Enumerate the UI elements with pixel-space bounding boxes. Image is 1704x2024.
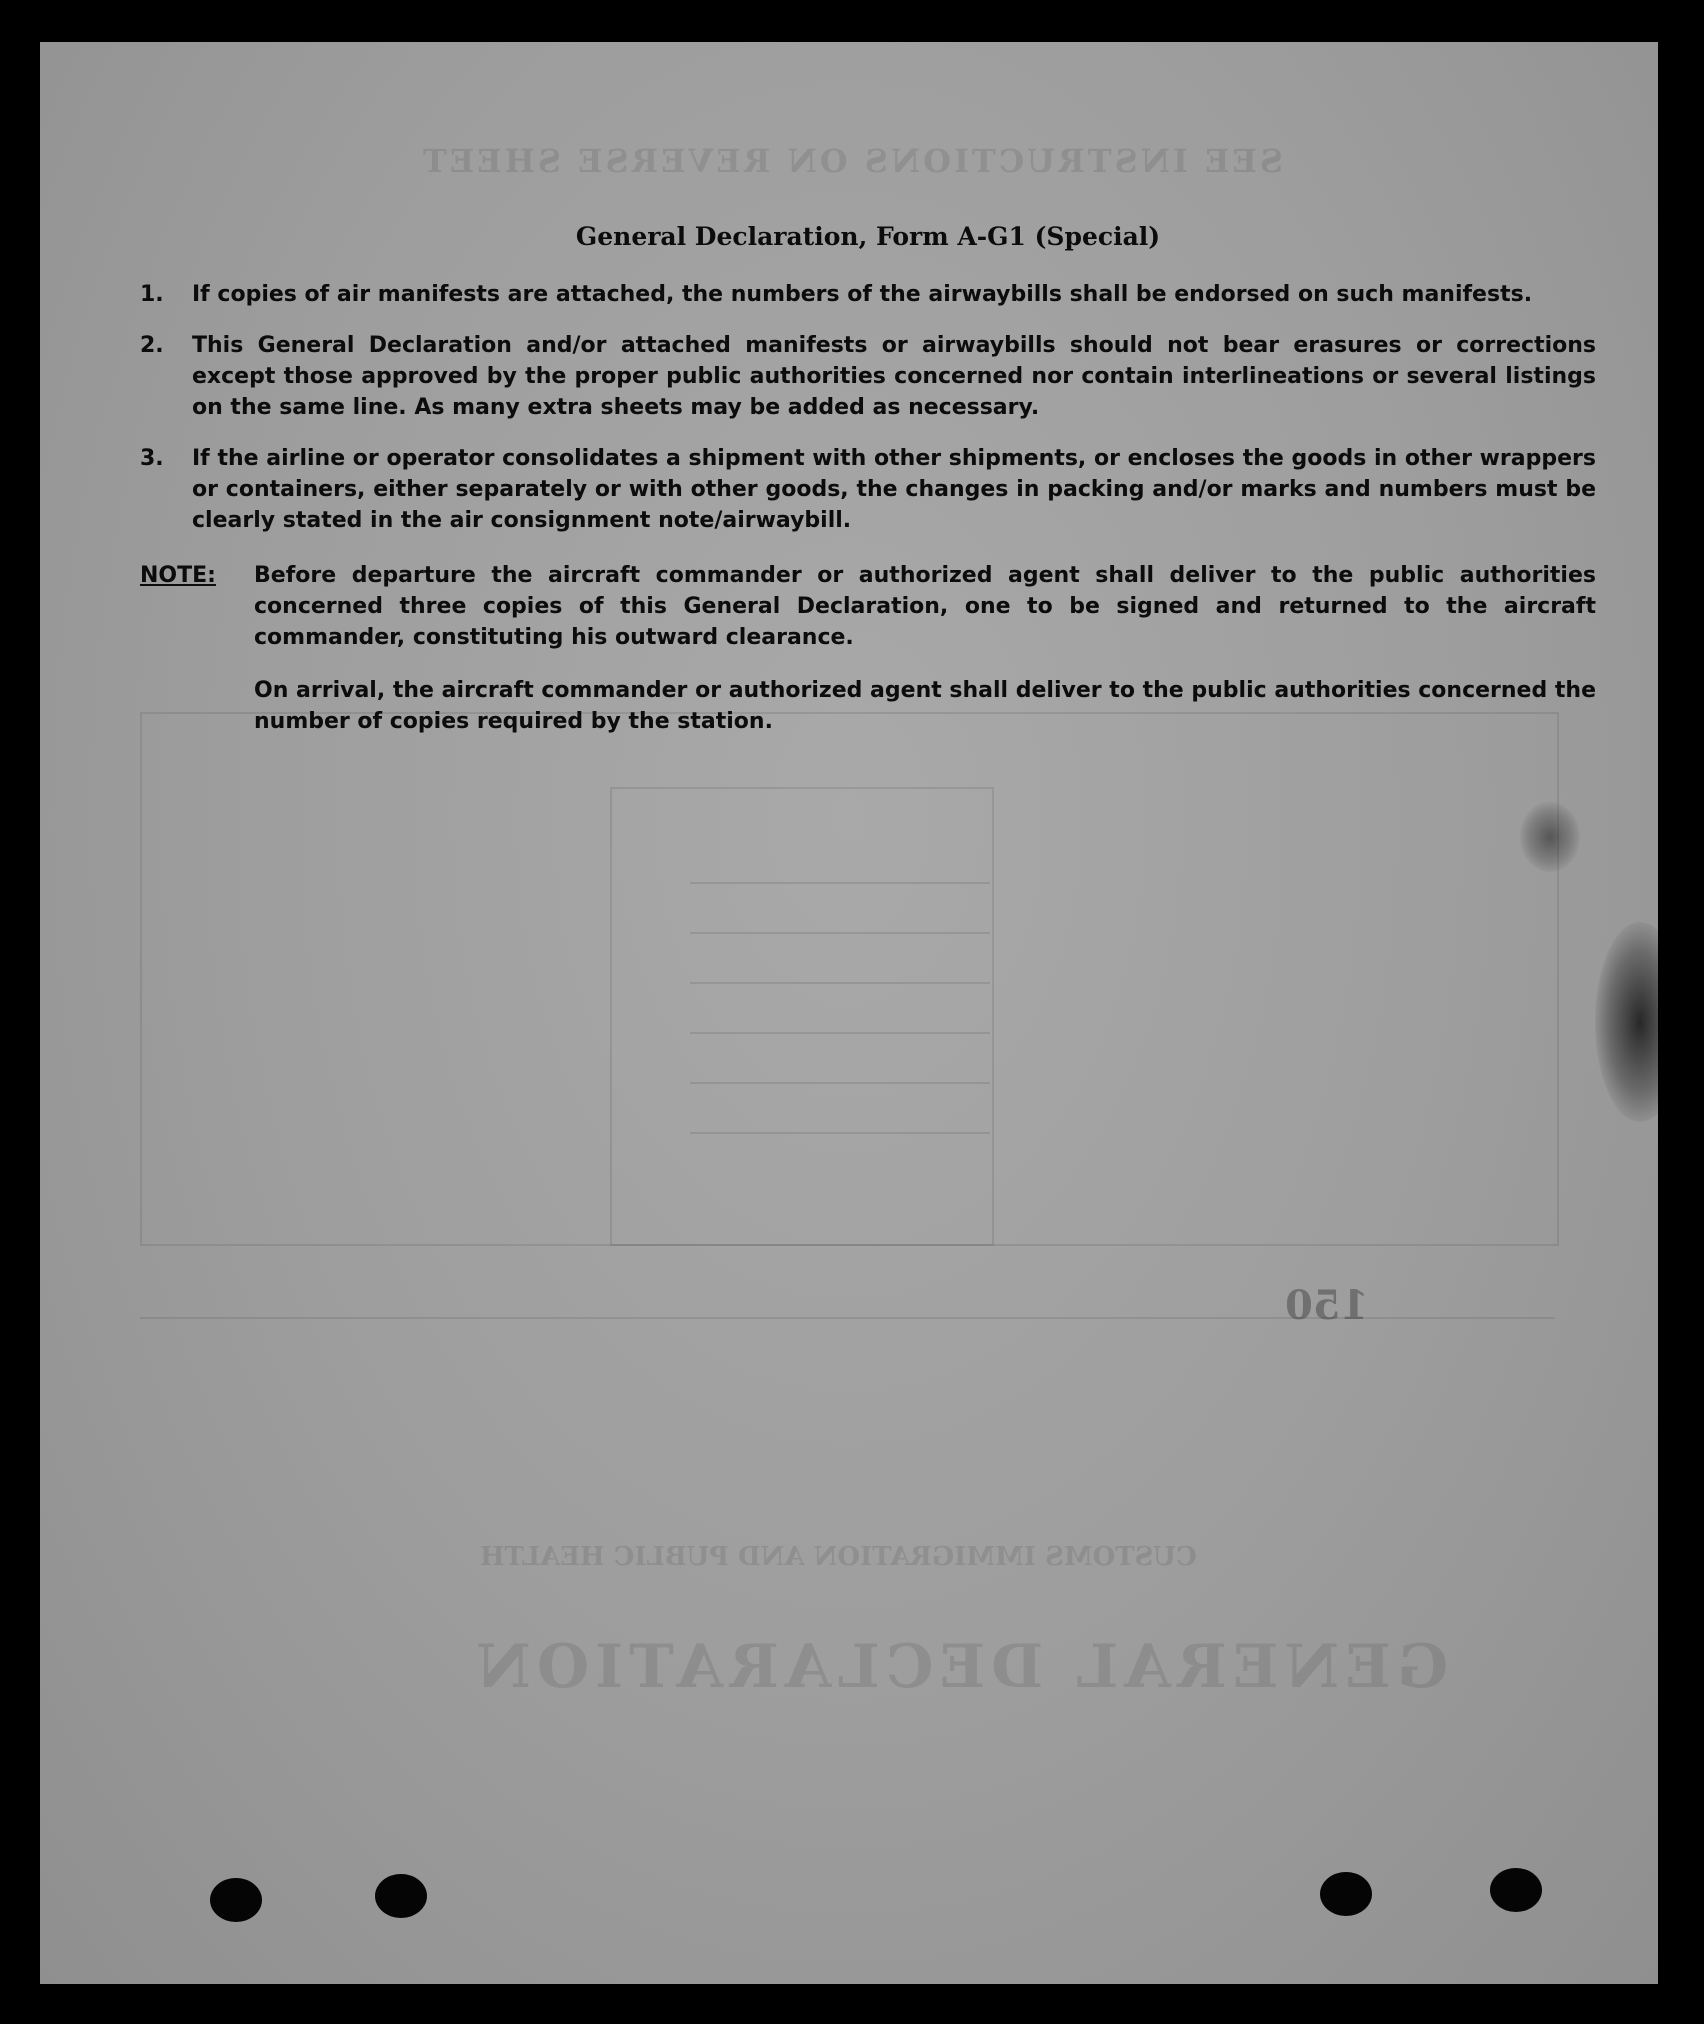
punch-hole xyxy=(210,1878,262,1922)
item-text: If copies of air manifests are attached, the numbers of the airwaybills shall be endorsed on such manifests. xyxy=(192,282,1533,307)
instruction-item xyxy=(140,330,1596,423)
document-title: General Declaration, Form A-G1 (Special) xyxy=(575,222,1161,251)
item-number: 2. xyxy=(140,333,164,358)
note-arrival-text: On arrival, the aircraft commander or authorized agent shall deliver to the public authorities concerned the number of copies required by the station. xyxy=(254,678,1596,734)
ink-smudge xyxy=(1595,922,1658,1122)
note-text: Before departure the aircraft commander or authorized agent shall deliver to the public authorities concerned three copies of this General Declaration, one to be signed and returned to the aircraft commander, constituting his outward clearance. xyxy=(254,563,1596,650)
ghost-top-line: SEE INSTRUCTIONS ON REVERSE SHEET xyxy=(420,142,1283,180)
item-number: 1. xyxy=(140,282,164,307)
ghost-rule xyxy=(690,1082,990,1084)
ghost-rule xyxy=(690,982,990,984)
punch-hole xyxy=(1320,1872,1372,1916)
ghost-page-number: 150 xyxy=(1285,1282,1369,1329)
note-label: NOTE: xyxy=(140,563,216,588)
ghost-table-center xyxy=(610,787,994,1246)
ghost-rule xyxy=(690,1132,990,1134)
ink-smudge xyxy=(1520,802,1580,872)
item-number: 3. xyxy=(140,446,164,471)
punch-hole xyxy=(1490,1868,1542,1912)
ghost-heading: GENERAL DECLARATION xyxy=(470,1632,1449,1702)
document-page xyxy=(40,42,1658,1984)
punch-hole xyxy=(375,1874,427,1918)
item-text: If the airline or operator consolidates a shipment with other shipments, or encloses the goods in other wrappers or containers, either separately or with other goods, the changes in packing and/or marks and numbers must be clearly stated in the air consignment note/airwaybill. xyxy=(192,446,1596,533)
item-text: This General Declaration and/or attached manifests or airwaybills should not bear erasures or corrections except those approved by the proper public authorities concerned nor contain interlineations or several listings on the same line. As many extra sheets may be added as necessary. xyxy=(192,333,1596,420)
ghost-subheading: CUSTOMS IMMIGRATION AND PUBLIC HEALTH xyxy=(480,1542,1197,1572)
ghost-rule xyxy=(690,882,990,884)
instructions-block xyxy=(140,222,1596,737)
ghost-rule xyxy=(690,1032,990,1034)
ghost-rule xyxy=(690,932,990,934)
note-section xyxy=(140,560,1596,653)
instruction-item xyxy=(140,279,1596,310)
instruction-item xyxy=(140,443,1596,536)
